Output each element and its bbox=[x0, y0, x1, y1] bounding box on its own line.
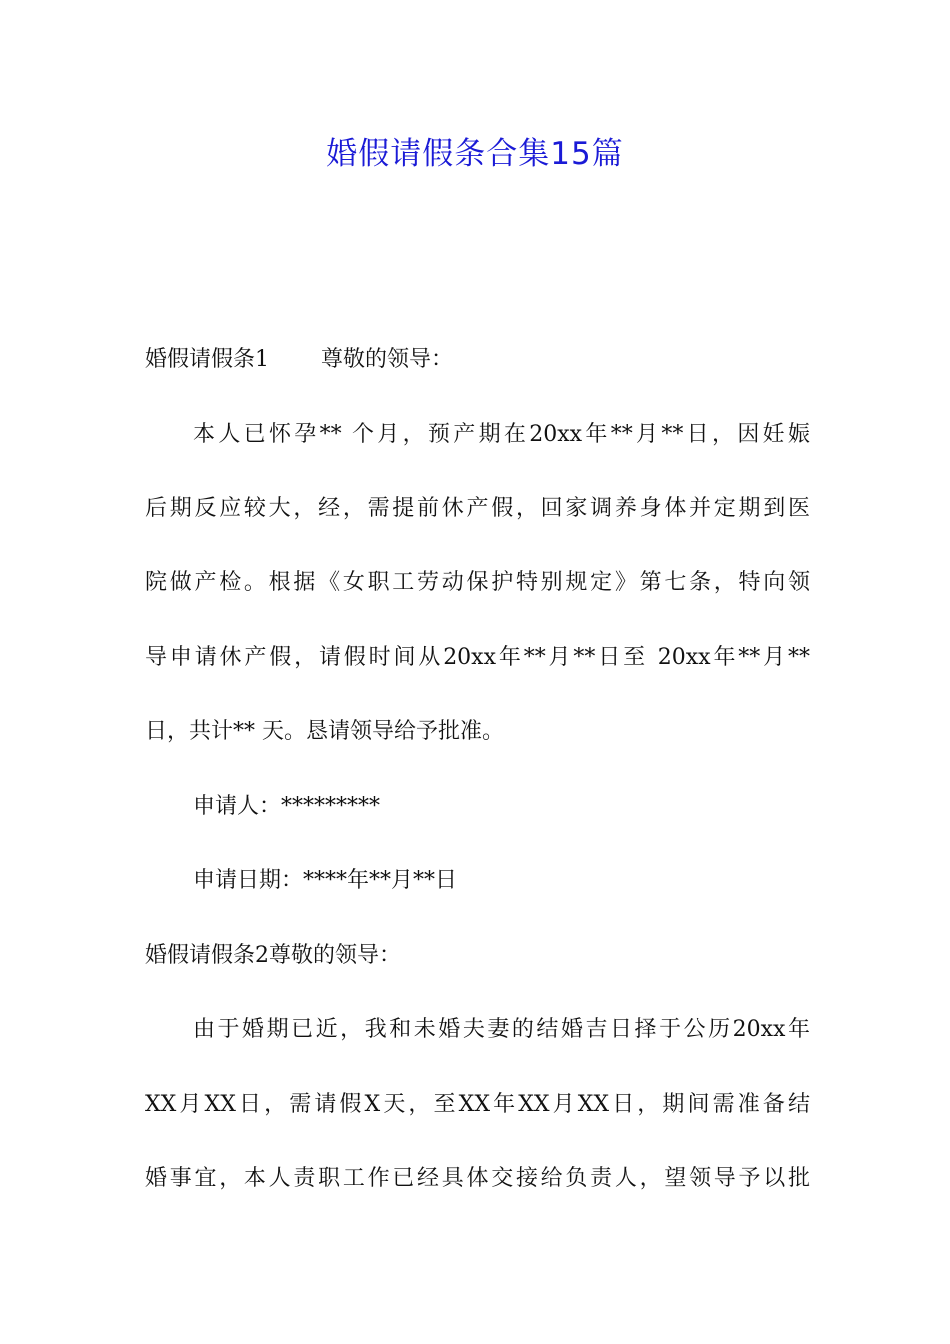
section1-body-line-2: 后期反应较大，经，需提前休产假，回家调养身体并定期到医 bbox=[145, 496, 810, 521]
section1-body-line-4: 导申请休产假，请假时间从20xx年**月**日至 20xx年**月** bbox=[145, 645, 810, 670]
document-title: 婚假请假条合集15篇 bbox=[326, 136, 624, 172]
section1-body-line-1: 本人已怀孕** 个月，预产期在20xx年**月**日，因妊娠 bbox=[193, 422, 810, 447]
section1-body-line-3: 院做产检。根据《女职工劳动保护特别规定》第七条，特向领 bbox=[145, 570, 810, 595]
section2-body-line-3: 婚事宜，本人责职工作已经具体交接给负责人，望领导予以批 bbox=[145, 1166, 810, 1191]
section1-heading-line bbox=[145, 345, 810, 375]
section1-heading: 婚假请假条1 bbox=[145, 347, 269, 372]
section2-heading: 婚假请假条2尊敬的领导： bbox=[145, 943, 401, 968]
section1-date: 申请日期：****年**月**日 bbox=[193, 868, 458, 893]
section1-salutation: 尊敬的领导： bbox=[321, 347, 454, 372]
section1-applicant: 申请人：********* bbox=[193, 794, 381, 819]
section2-body-line-1: 由于婚期已近，我和未婚夫妻的结婚吉日择于公历20xx年 bbox=[193, 1017, 810, 1042]
section2-body-line-2: XX月XX日，需请假X天，至XX年XX月XX日，期间需准备结 bbox=[145, 1092, 810, 1117]
section1-body-line-5: 日，共计** 天。恳请领导给予批准。 bbox=[145, 719, 504, 744]
